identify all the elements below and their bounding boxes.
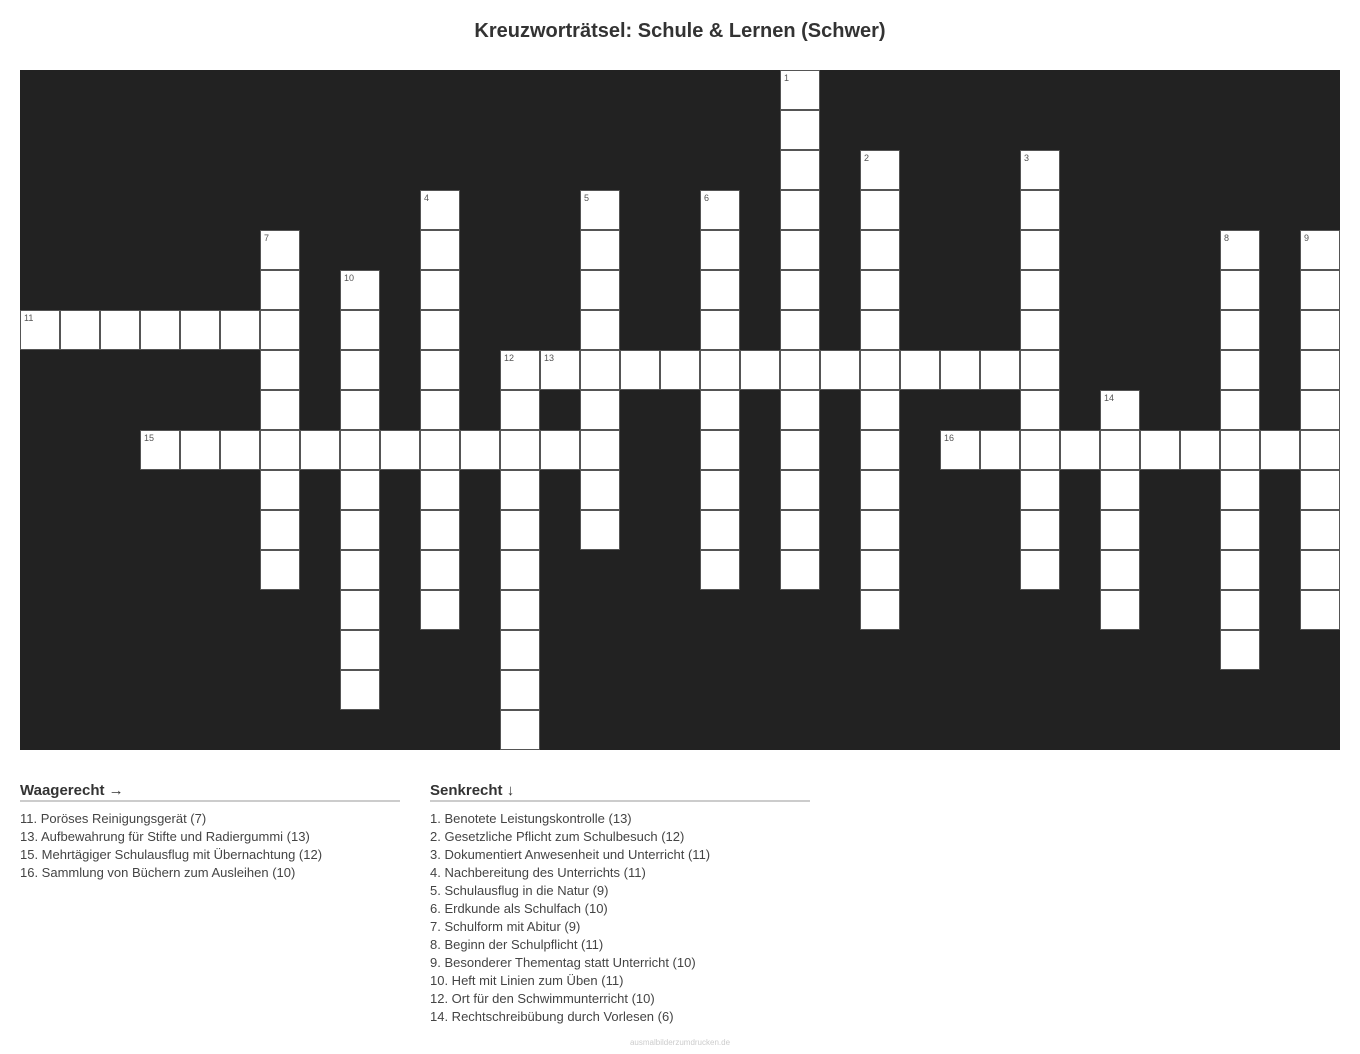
grid-cell[interactable] xyxy=(500,670,540,710)
grid-cell[interactable] xyxy=(420,350,460,390)
cell-number: 9 xyxy=(1304,233,1310,243)
grid-cell[interactable] xyxy=(940,350,980,390)
cell-number: 16 xyxy=(944,433,955,443)
page-title: Kreuzworträtsel: Schule & Lernen (Schwer) xyxy=(474,20,886,42)
clue-down-7: 7. Schulform mit Abitur (9) xyxy=(430,919,581,934)
grid-cell[interactable] xyxy=(500,430,540,470)
clue-down-9: 9. Besonderer Thementag statt Unterricht (10) xyxy=(430,955,696,970)
cell-number: 2 xyxy=(864,153,870,163)
cell-number: 7 xyxy=(264,233,270,243)
grid-cell[interactable] xyxy=(860,430,900,470)
clue-down-12: 12. Ort für den Schwimmunterricht (10) xyxy=(430,991,655,1006)
grid-cell[interactable] xyxy=(140,430,180,470)
grid-cell[interactable] xyxy=(500,590,540,630)
grid-cell[interactable] xyxy=(1220,350,1260,390)
grid-cell[interactable] xyxy=(420,430,460,470)
grid-cell[interactable] xyxy=(1060,430,1100,470)
across-clues-section xyxy=(20,782,400,882)
grid-cell[interactable] xyxy=(860,470,900,510)
across-clue-list xyxy=(20,810,400,882)
grid-cell[interactable] xyxy=(340,550,380,590)
grid-cell[interactable] xyxy=(420,230,460,270)
grid-cell[interactable] xyxy=(260,430,300,470)
grid-cell[interactable] xyxy=(420,590,460,630)
grid-cell[interactable] xyxy=(780,390,820,430)
grid-cell[interactable] xyxy=(220,310,260,350)
grid-cell[interactable] xyxy=(780,430,820,470)
grid-cell[interactable] xyxy=(1300,590,1340,630)
grid-cell[interactable] xyxy=(980,430,1020,470)
grid-cell[interactable] xyxy=(1220,630,1260,670)
clue-down-8: 8. Beginn der Schulpflicht (11) xyxy=(430,937,604,952)
grid-cell[interactable] xyxy=(860,390,900,430)
grid-cell[interactable] xyxy=(1300,350,1340,390)
footer-credit: ausmalbilderzumdrucken.de xyxy=(629,1038,731,1047)
grid-cell[interactable] xyxy=(420,510,460,550)
grid-cell[interactable] xyxy=(340,270,380,310)
grid-cell[interactable] xyxy=(1300,230,1340,270)
grid-cell[interactable] xyxy=(700,190,740,230)
grid-cell[interactable] xyxy=(340,430,380,470)
grid-cell[interactable] xyxy=(1220,430,1260,470)
grid-cell[interactable] xyxy=(20,310,60,350)
grid-cell[interactable] xyxy=(380,430,420,470)
grid-cell[interactable] xyxy=(500,350,540,390)
grid-cell[interactable] xyxy=(780,190,820,230)
clue-down-10: 10. Heft mit Linien zum Üben (11) xyxy=(430,973,624,988)
grid-cell[interactable] xyxy=(540,350,580,390)
grid-cell[interactable] xyxy=(340,590,380,630)
grid-cell[interactable] xyxy=(700,510,740,550)
grid-cell[interactable] xyxy=(420,190,460,230)
clue-across-11: 11. Poröses Reinigungsgerät (7) xyxy=(20,811,207,826)
grid-cell[interactable] xyxy=(700,430,740,470)
cell-number: 1 xyxy=(784,73,790,83)
grid-cell[interactable] xyxy=(940,430,980,470)
grid-cell[interactable] xyxy=(500,550,540,590)
grid-cell[interactable] xyxy=(1100,470,1140,510)
clue-down-14: 14. Rechtschreibübung durch Vorlesen (6) xyxy=(430,1009,674,1024)
grid-cell[interactable] xyxy=(540,430,580,470)
grid-cell[interactable] xyxy=(580,390,620,430)
down-clue-list xyxy=(430,810,810,1026)
grid-cell[interactable] xyxy=(1300,310,1340,350)
grid-cell[interactable] xyxy=(340,350,380,390)
grid-cell[interactable] xyxy=(580,230,620,270)
cell-number: 15 xyxy=(144,433,155,443)
clue-down-2: 2. Gesetzliche Pflicht zum Schulbesuch (12) xyxy=(430,829,685,844)
grid-cell[interactable] xyxy=(1100,590,1140,630)
grid-cell[interactable] xyxy=(780,550,820,590)
grid-cell[interactable] xyxy=(700,230,740,270)
clue-down-6: 6. Erdkunde als Schulfach (10) xyxy=(430,901,608,916)
grid-cell[interactable] xyxy=(1020,550,1060,590)
grid-cell[interactable] xyxy=(860,230,900,270)
cell-number: 6 xyxy=(704,193,710,203)
grid-cell[interactable] xyxy=(580,270,620,310)
grid-cell[interactable] xyxy=(860,550,900,590)
grid-cell[interactable] xyxy=(420,270,460,310)
grid-cell[interactable] xyxy=(1220,310,1260,350)
grid-cell[interactable] xyxy=(700,270,740,310)
grid-cell[interactable] xyxy=(260,270,300,310)
grid-cell[interactable] xyxy=(700,470,740,510)
grid-cell[interactable] xyxy=(460,430,500,470)
grid-cell[interactable] xyxy=(1020,310,1060,350)
grid-cell[interactable] xyxy=(1300,470,1340,510)
grid-cell[interactable] xyxy=(420,470,460,510)
grid-cell[interactable] xyxy=(700,390,740,430)
clue-across-15: 15. Mehrtägiger Schulausflug mit Übernachtung (12) xyxy=(20,847,323,862)
cell-number: 8 xyxy=(1224,233,1230,243)
grid-cell[interactable] xyxy=(1300,430,1340,470)
grid-cell[interactable] xyxy=(700,310,740,350)
cell-number: 10 xyxy=(344,273,355,283)
grid-cell[interactable] xyxy=(900,350,940,390)
grid-cell[interactable] xyxy=(580,350,620,390)
grid-cell[interactable] xyxy=(1220,590,1260,630)
grid-cell[interactable] xyxy=(1300,390,1340,430)
grid-cell[interactable] xyxy=(580,470,620,510)
grid-cell[interactable] xyxy=(1220,510,1260,550)
grid-cell[interactable] xyxy=(780,70,820,110)
grid-cell[interactable] xyxy=(980,350,1020,390)
clue-down-5: 5. Schulausflug in die Natur (9) xyxy=(430,883,609,898)
grid-cell[interactable] xyxy=(1020,430,1060,470)
cell-number: 4 xyxy=(424,193,430,203)
grid-cell[interactable] xyxy=(340,510,380,550)
grid-cell[interactable] xyxy=(1260,430,1300,470)
grid-cell[interactable] xyxy=(1020,470,1060,510)
grid-cell[interactable] xyxy=(780,230,820,270)
grid-cell[interactable] xyxy=(1100,390,1140,430)
grid-cell[interactable] xyxy=(500,630,540,670)
clue-down-4: 4. Nachbereitung des Unterrichts (11) xyxy=(430,865,646,880)
cell-number: 12 xyxy=(504,353,515,363)
grid-cell[interactable] xyxy=(860,270,900,310)
grid-cell[interactable] xyxy=(780,150,820,190)
grid-cell[interactable] xyxy=(300,430,340,470)
grid-cell[interactable] xyxy=(340,630,380,670)
grid-cell[interactable] xyxy=(1220,550,1260,590)
grid-cell[interactable] xyxy=(500,470,540,510)
grid-cell[interactable] xyxy=(260,350,300,390)
across-heading: Waagerecht → xyxy=(20,782,400,802)
grid-cell[interactable] xyxy=(740,350,780,390)
grid-cell[interactable] xyxy=(700,350,740,390)
cell-number: 11 xyxy=(24,313,34,323)
grid-cell[interactable] xyxy=(500,710,540,750)
grid-cell[interactable] xyxy=(1100,550,1140,590)
grid-cell[interactable] xyxy=(220,430,260,470)
grid-cell[interactable] xyxy=(1020,270,1060,310)
grid-cell[interactable] xyxy=(1100,430,1140,470)
grid-cell[interactable] xyxy=(260,470,300,510)
grid-cell[interactable] xyxy=(1020,350,1060,390)
grid-cell[interactable] xyxy=(620,350,660,390)
cell-number: 13 xyxy=(544,353,555,363)
grid-cell[interactable] xyxy=(580,430,620,470)
clue-down-3: 3. Dokumentiert Anwesenheit und Unterricht (11) xyxy=(430,847,711,862)
cell-number: 14 xyxy=(1104,393,1115,403)
grid-cell[interactable] xyxy=(420,550,460,590)
grid-cell[interactable] xyxy=(860,310,900,350)
grid-cell[interactable] xyxy=(660,350,700,390)
grid-cell[interactable] xyxy=(780,470,820,510)
grid-cell[interactable] xyxy=(860,150,900,190)
crossword-grid xyxy=(20,70,1340,750)
grid-cell[interactable] xyxy=(780,350,820,390)
grid-cell[interactable] xyxy=(260,310,300,350)
grid-cell[interactable] xyxy=(260,230,300,270)
grid-cell[interactable] xyxy=(780,310,820,350)
down-heading: Senkrecht ↓ xyxy=(430,782,810,802)
grid-cell[interactable] xyxy=(500,510,540,550)
grid-cell[interactable] xyxy=(420,390,460,430)
grid-cell[interactable] xyxy=(1220,390,1260,430)
grid-cell[interactable] xyxy=(140,310,180,350)
grid-cell[interactable] xyxy=(1300,510,1340,550)
grid-cell[interactable] xyxy=(1300,270,1340,310)
grid-cell[interactable] xyxy=(780,510,820,550)
grid-cell[interactable] xyxy=(340,470,380,510)
grid-cell[interactable] xyxy=(860,350,900,390)
grid-cell[interactable] xyxy=(700,550,740,590)
grid-cell[interactable] xyxy=(860,510,900,550)
grid-cell[interactable] xyxy=(1020,510,1060,550)
grid-cell[interactable] xyxy=(1220,270,1260,310)
grid-cell[interactable] xyxy=(1140,430,1180,470)
grid-cell[interactable] xyxy=(580,310,620,350)
grid-cell[interactable] xyxy=(420,310,460,350)
grid-cell[interactable] xyxy=(340,390,380,430)
grid-cell[interactable] xyxy=(260,510,300,550)
grid-cell[interactable] xyxy=(860,590,900,630)
clue-down-1: 1. Benotete Leistungskontrolle (13) xyxy=(430,811,632,826)
cell-number: 5 xyxy=(584,193,590,203)
grid-cell[interactable] xyxy=(340,670,380,710)
grid-cell[interactable] xyxy=(1020,150,1060,190)
grid-cell[interactable] xyxy=(780,110,820,150)
grid-cell[interactable] xyxy=(580,510,620,550)
grid-cell[interactable] xyxy=(180,430,220,470)
grid-cell[interactable] xyxy=(100,310,140,350)
grid-cell[interactable] xyxy=(260,550,300,590)
clue-across-16: 16. Sammlung von Büchern zum Ausleihen (10) xyxy=(20,865,296,880)
grid-cell[interactable] xyxy=(1180,430,1220,470)
grid-cell[interactable] xyxy=(1020,390,1060,430)
grid-cell[interactable] xyxy=(180,310,220,350)
grid-cell[interactable] xyxy=(820,350,860,390)
grid-cell[interactable] xyxy=(1220,470,1260,510)
grid-cell[interactable] xyxy=(340,310,380,350)
grid-cell[interactable] xyxy=(60,310,100,350)
grid-cell[interactable] xyxy=(580,190,620,230)
grid-cell[interactable] xyxy=(860,190,900,230)
cell-number: 3 xyxy=(1024,153,1030,163)
grid-cell[interactable] xyxy=(780,270,820,310)
grid-cell[interactable] xyxy=(1020,190,1060,230)
down-clues-section xyxy=(430,782,810,1026)
grid-cell[interactable] xyxy=(1300,550,1340,590)
grid-cell[interactable] xyxy=(1100,510,1140,550)
grid-cell[interactable] xyxy=(1220,230,1260,270)
grid-cell[interactable] xyxy=(500,390,540,430)
clue-across-13: 13. Aufbewahrung für Stifte und Radiergummi (13) xyxy=(20,829,310,844)
grid-cell[interactable] xyxy=(260,390,300,430)
grid-cell[interactable] xyxy=(1020,230,1060,270)
